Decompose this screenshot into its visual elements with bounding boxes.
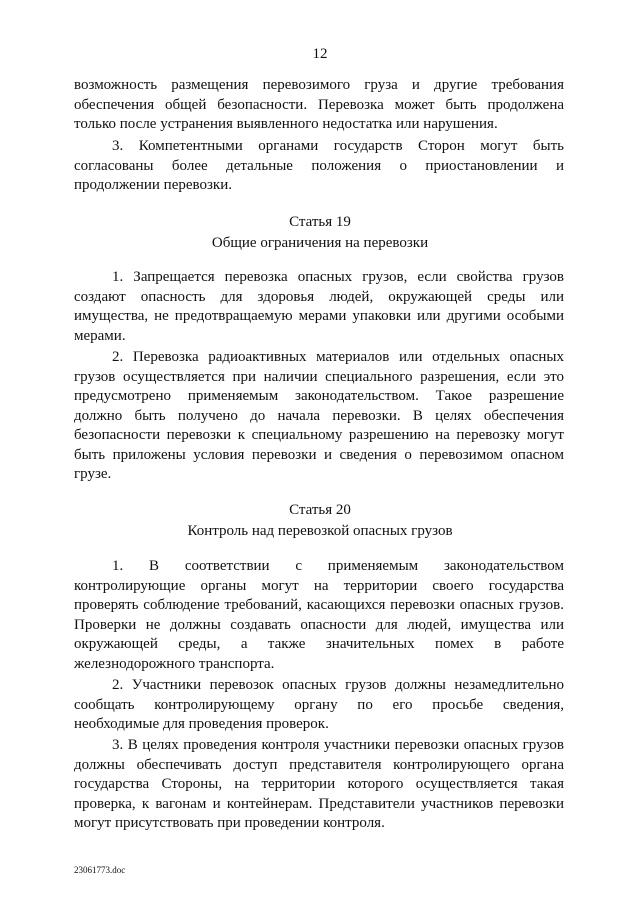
article-20-paragraph-3 [74, 736, 564, 834]
text-line: грузов осуществляется при наличии специального разрешения, если это [74, 368, 564, 385]
text-line: продолжении перевозки. [74, 177, 232, 193]
text-line: 1. В соответствии с применяемым законодательством [112, 558, 564, 574]
page-number: 12 [312, 46, 328, 62]
text-line: быть приложены условия перевозки и сведения о перевозимом опасном [74, 446, 564, 463]
text-line: контролирующие органы могут на территории своего государства [74, 577, 564, 594]
text-line: 3. Компетентными органами государств Сторон могут быть [112, 138, 564, 154]
text-line: окружающей среды, а также значительных помех в работе [74, 636, 564, 652]
document-filename: 23061773.doc [74, 865, 126, 875]
paragraph-3 [74, 137, 564, 196]
text-line: 3. В целях проведения контроля участники перевозки опасных грузов [112, 737, 564, 753]
text-line: создают опасность для здоровья людей, окружающей среды или [74, 288, 564, 305]
text-line: 2. Участники перевозок опасных грузов должны незамедлительно [112, 677, 564, 693]
article-20-title: Контроль над перевозкой опасных грузов [187, 523, 453, 539]
text-line: государства Стороны, на территории которого осуществляется такая [74, 776, 564, 792]
text-line: безопасности перевозки к специальному разрешению на перевозку могут [74, 427, 564, 443]
article-19-paragraph-2 [74, 348, 564, 485]
text-line: 2. Перевозка радиоактивных материалов или отдельных опасных [112, 349, 564, 365]
article-19-paragraph-1 [74, 268, 564, 346]
continuation-paragraph [74, 76, 564, 135]
text-line: имущества, не предотвращаемую мерами упаковки или другими особыми [74, 308, 564, 324]
article-19-number: Статья 19 [289, 214, 351, 230]
text-line: необходимые для проведения проверок. [74, 716, 329, 732]
article-20-paragraph-1 [74, 557, 564, 674]
text-line: сообщать контролирующему органу по его просьбе сведения, [74, 696, 564, 713]
text-line: проверять соблюдение требований, касающихся перевозки опасных грузов. [74, 597, 564, 613]
text-line: могут присутствовать при проведении контроля. [74, 815, 385, 831]
text-line: должно быть получено до начала перевозки. В целях обеспечения [74, 407, 564, 424]
article-19-title: Общие ограничения на перевозки [211, 235, 429, 251]
text-line: обеспечения общей безопасности. Перевозка может быть продолжена [74, 96, 564, 113]
text-line: грузе. [74, 466, 112, 482]
text-line: 1. Запрещается перевозка опасных грузов, если свойства грузов [112, 269, 564, 285]
text-line: возможность размещения перевозимого груза и другие требования [74, 77, 564, 93]
text-line: железнодорожного транспорта. [74, 655, 275, 672]
text-line: мерами. [74, 327, 126, 344]
text-line: должны обеспечивать доступ представителя контролирующего органа [74, 756, 564, 773]
article-20-paragraph-2 [74, 676, 564, 735]
article-20-number: Статья 20 [289, 502, 351, 518]
text-line: предусмотрено применяемым законодательством. Такое разрешение [74, 388, 564, 404]
text-line: только после устранения выявленного недостатка или нарушения. [74, 116, 498, 132]
text-line: согласованы более детальные положения о приостановлении и [74, 157, 564, 174]
text-line: проверка, к вагонам и контейнерам. Представители участников перевозки [74, 795, 564, 812]
text-line: Проверки не должны создавать опасности для людей, имущества или [74, 616, 564, 633]
